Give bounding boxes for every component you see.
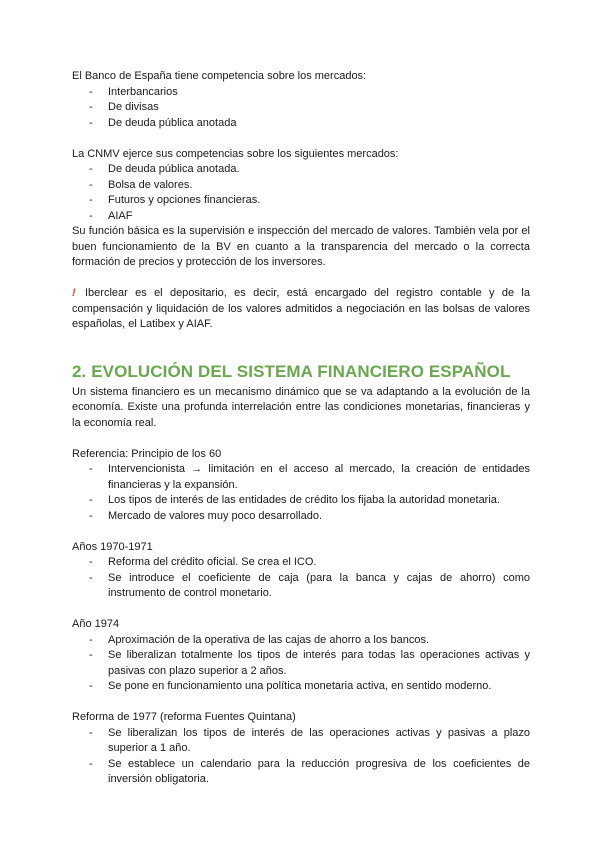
list-item: - Mercado de valores muy poco desarrollado. [72, 509, 530, 525]
list-item: - AIAF [72, 209, 530, 225]
list-item: - Se introduce el coeficiente de caja (para la banca y cajas de ahorro) como instrumento de control monetario. [72, 571, 530, 602]
list-item: - Interbancarios [72, 85, 530, 101]
list-item: - Intervencionista → limitación en el acceso al mercado, la creación de entidades financieras y la expansión. [72, 462, 530, 493]
list-item: - Bolsa de valores. [72, 178, 530, 194]
year74-list [72, 633, 530, 695]
list-item: - Reforma del crédito oficial. Se crea el ICO. [72, 555, 530, 571]
section-title: 2. EVOLUCIÓN DEL SISTEMA FINANCIERO ESPAÑOL [72, 361, 511, 381]
section-intro-paragraph: Un sistema financiero es un mecanismo dinámico que se va adaptando a la evolución de la economía. Existe una profunda interrelación entre las condiciones monetarias, financieras y la economía real. [72, 385, 530, 429]
banco-espana-list [72, 85, 530, 132]
list-item: - Futuros y opciones financieras. [72, 193, 530, 209]
years7071-list [72, 555, 530, 602]
warning-icon: ! [72, 287, 76, 299]
reform77-list [72, 726, 530, 788]
list-item: - Se liberalizan los tipos de interés de las operaciones activas y pasivas a plazo superior a 1 año. [72, 726, 530, 757]
iberclear-paragraph [72, 286, 530, 333]
list-item: - Aproximación de la operativa de las cajas de ahorro a los bancos. [72, 633, 530, 649]
year74-heading: Año 1974 [72, 618, 120, 630]
list-item: - Se establece un calendario para la reducción progresiva de los coeficientes de inversión obligatoria. [72, 757, 530, 788]
years7071-heading: Años 1970-1971 [72, 540, 153, 553]
list-item: - Los tipos de interés de las entidades de crédito los fijaba la autoridad monetaria. [72, 493, 530, 509]
ref60-list [72, 462, 530, 524]
list-item: - Se pone en funcionamiento una política monetaria activa, en sentido moderno. [72, 679, 530, 695]
list-item: - De divisas [72, 100, 530, 116]
reform77-heading: Reforma de 1977 (reforma Fuentes Quintana) [72, 711, 296, 723]
cnmv-list [72, 162, 530, 224]
ref60-heading: Referencia: Principio de los 60 [72, 447, 222, 460]
document-page [72, 69, 530, 788]
banco-espana-paragraph: El Banco de España tiene competencia sobre los mercados: [72, 70, 367, 82]
iberclear-text: Iberclear es el depositario, es decir, está encargado del registro contable y de la compensación y liquidación de los valores admitidos a negociación en las bolsas de valores españolas, el Latibex y AIAF. [72, 287, 530, 330]
list-item: - De deuda pública anotada [72, 116, 530, 132]
list-item: - De deuda pública anotada. [72, 162, 530, 178]
cnmv-paragraph: La CNMV ejerce sus competencias sobre los siguientes mercados: [72, 147, 399, 160]
list-item: - Se liberalizan totalmente los tipos de interés para todas las operaciones activas y pasivas con plazo superior a 2 años. [72, 648, 530, 679]
function-paragraph: Su función básica es la supervisión e inspección del mercado de valores. También vela por el buen funcionamiento de la BV en cuanto a la transparencia del mercado o la correcta formación de precios y protección de los inversores. [72, 225, 530, 268]
